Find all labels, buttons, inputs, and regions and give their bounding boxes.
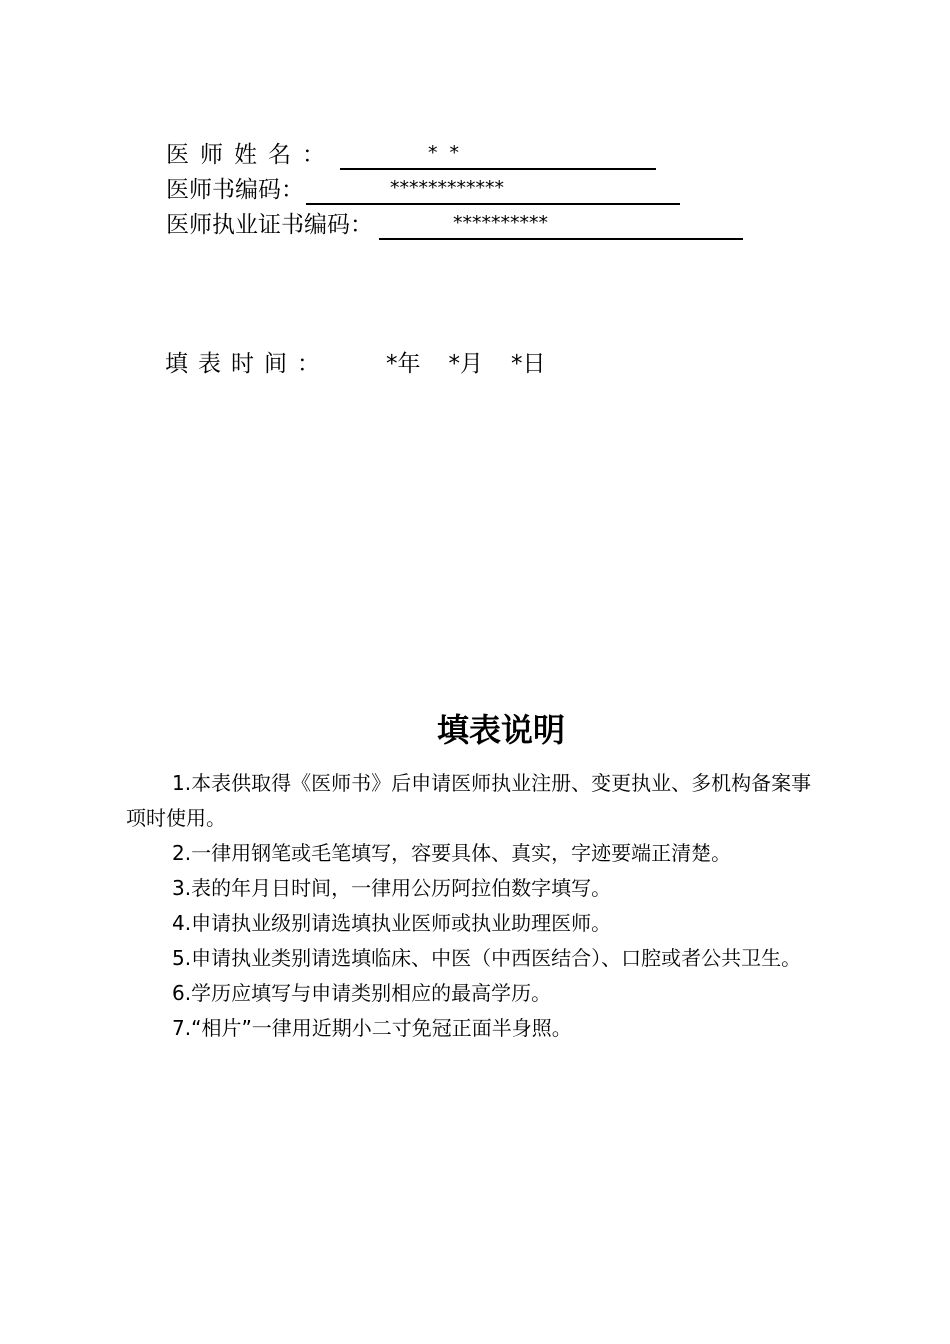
instruction-item: 2.一律用钢笔或毛笔填写，容要具体、真实，字迹要端正清楚。 xyxy=(172,841,732,865)
instruction-item: 5.申请执业类别请选填临床、中医（中西医结合）、口腔或者公共卫生。 xyxy=(172,946,802,970)
instruction-item: 3.表的年月日时间，一律用公历阿拉伯数字填写。 xyxy=(172,876,612,900)
license-number-field xyxy=(379,210,743,240)
certificate-number-label: 医师书编码： xyxy=(166,177,304,203)
fill-date-day: *日 xyxy=(511,351,546,377)
fill-date-label: 填表时间： xyxy=(165,351,330,377)
instruction-item: 1.本表供取得《医师书》后申请医师执业注册、变更执业、多机构备案事项时使用。 xyxy=(126,771,812,830)
fill-date-month: *月 xyxy=(448,351,483,377)
instruction-item: 6.学历应填写与申请类别相应的最高学历。 xyxy=(172,981,552,1005)
instruction-item: 4.申请执业级别请选填执业医师或执业助理医师。 xyxy=(172,911,612,935)
instructions-title: 填表说明 xyxy=(436,711,565,749)
doctor-name-field xyxy=(340,140,656,170)
fill-date-year: *年 xyxy=(386,351,421,377)
license-number-value: ********** xyxy=(453,212,548,234)
license-number-row xyxy=(166,210,743,240)
instructions-list xyxy=(126,766,822,1046)
fill-date-row xyxy=(165,348,546,380)
certificate-number-value: ************ xyxy=(390,177,504,199)
license-number-label: 医师执业证书编码： xyxy=(166,212,373,238)
doctor-name-value: ** xyxy=(428,142,471,164)
certificate-number-field xyxy=(306,175,680,205)
doctor-name-row xyxy=(166,140,656,170)
instruction-item: 7.“相片”一律用近期小二寸免冠正面半身照。 xyxy=(172,1016,572,1040)
doctor-name-label: 医师姓名： xyxy=(166,142,336,168)
certificate-number-row xyxy=(166,175,680,205)
